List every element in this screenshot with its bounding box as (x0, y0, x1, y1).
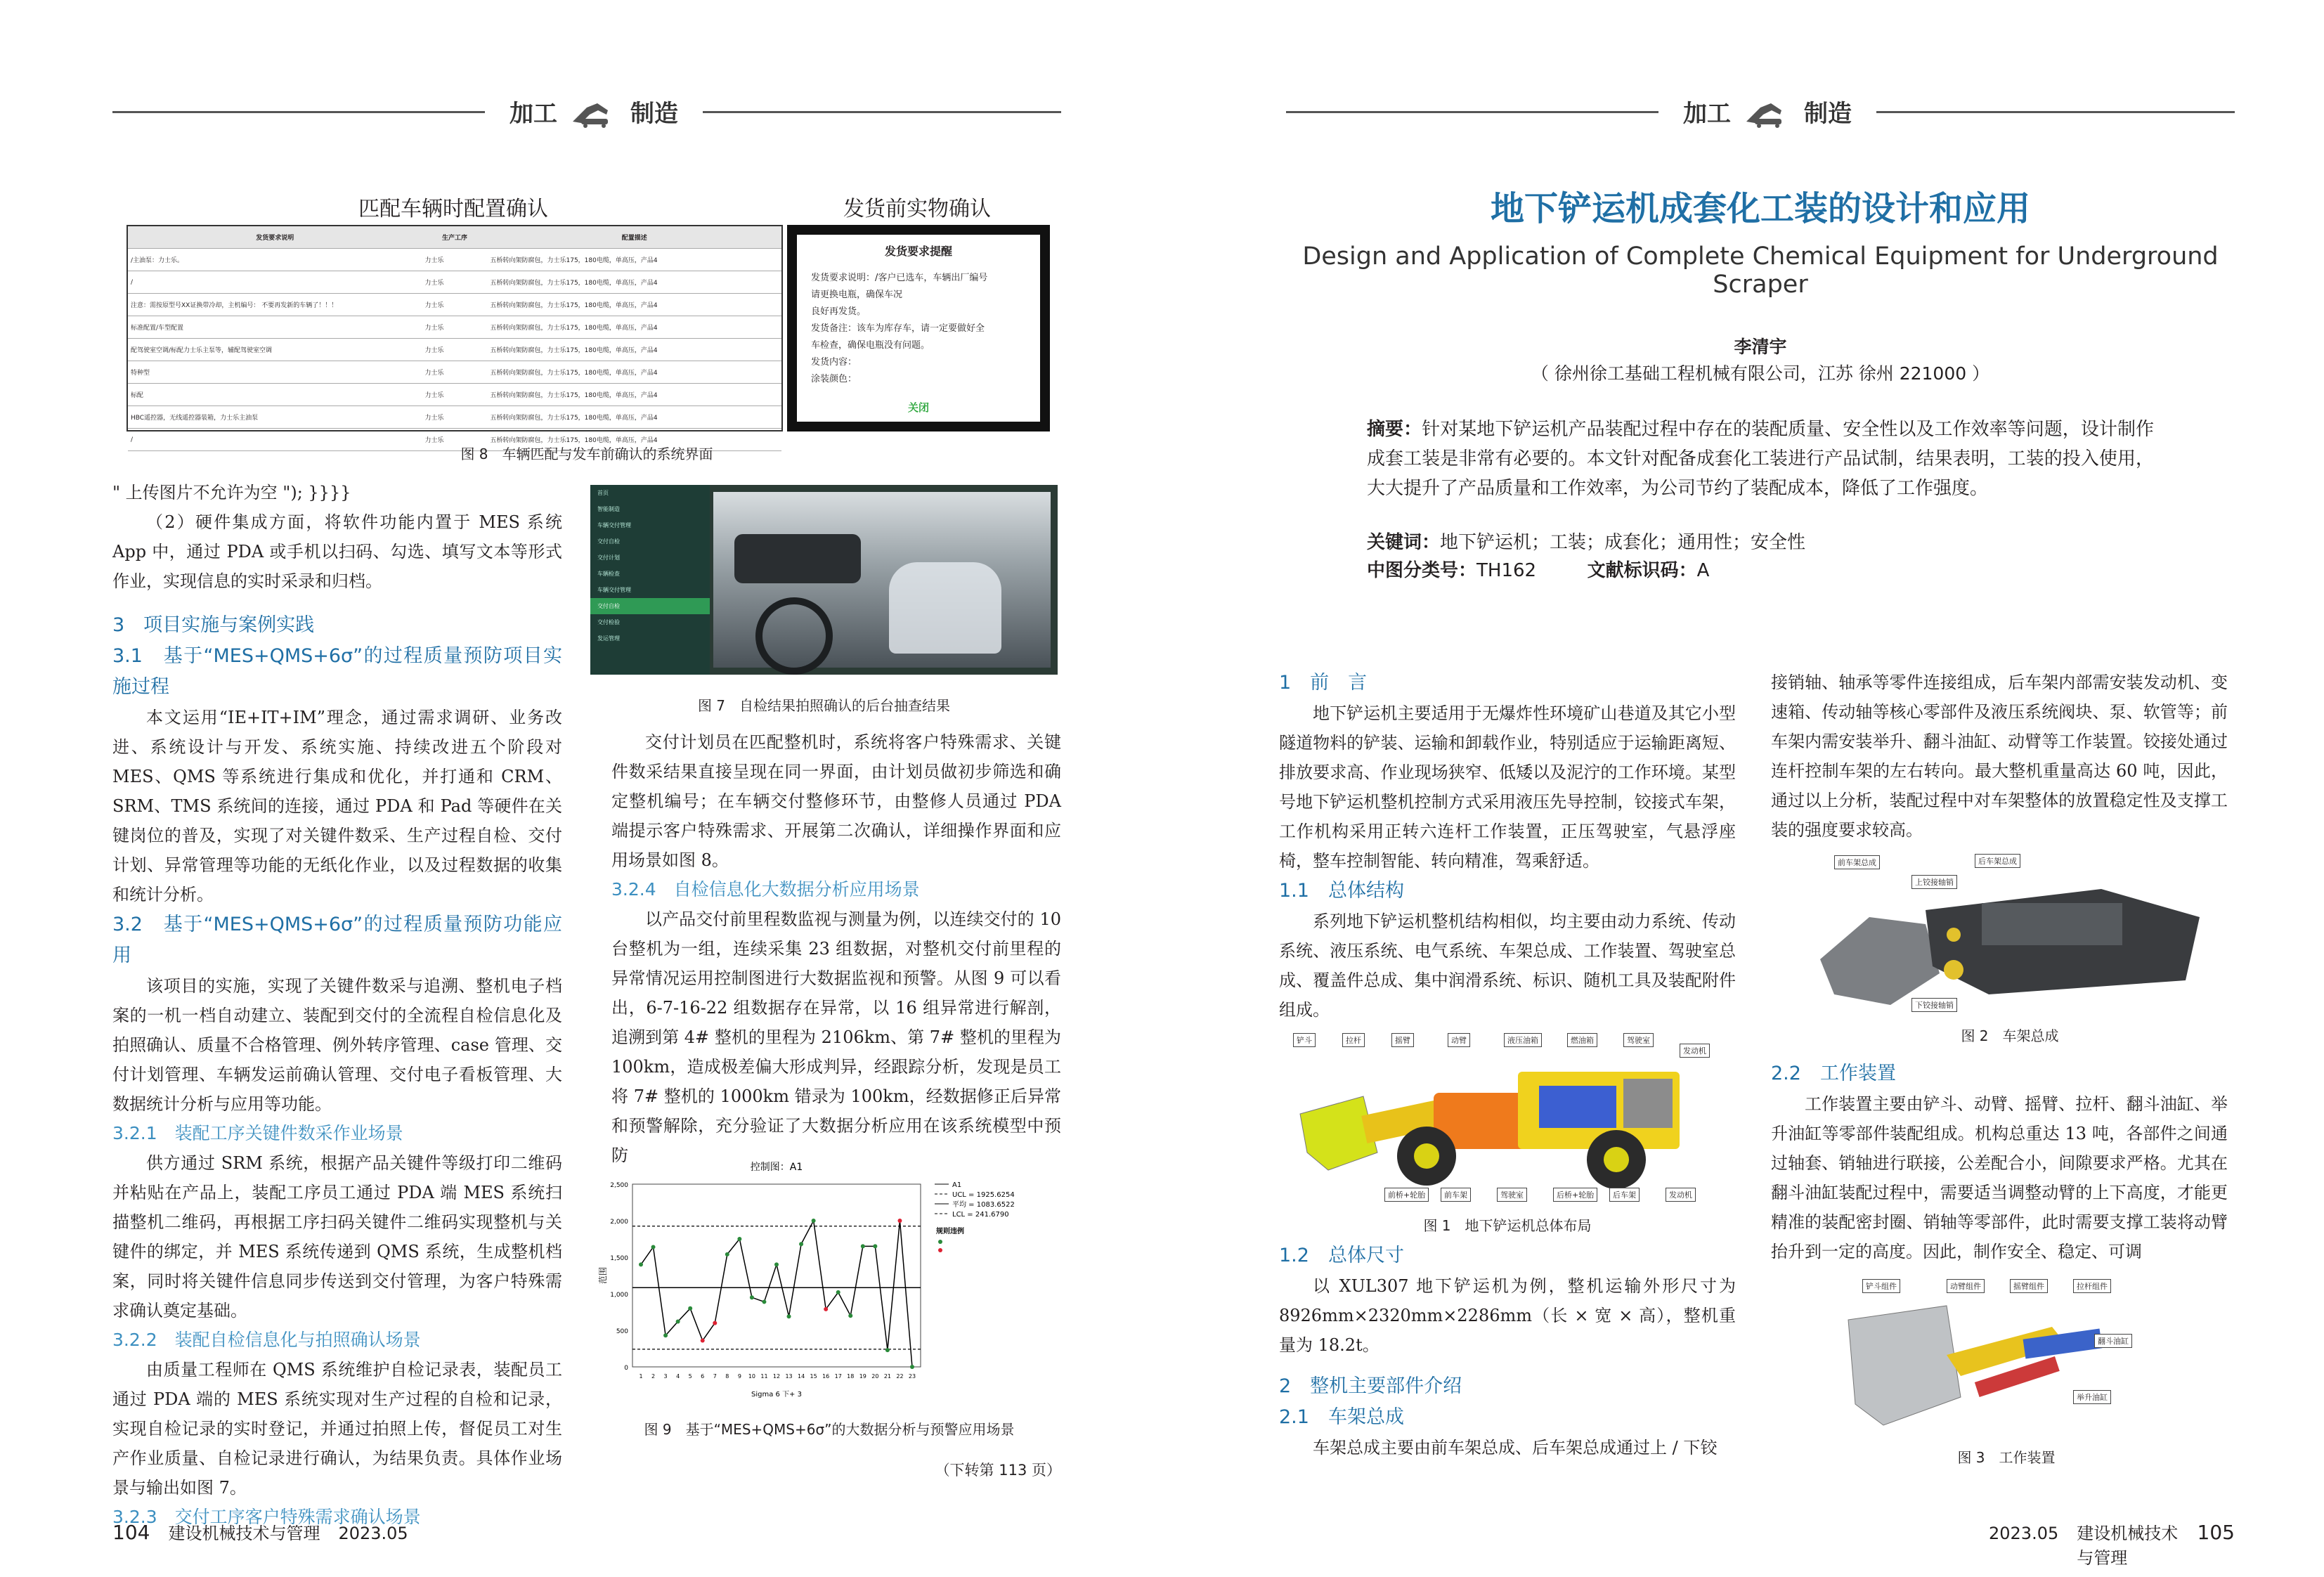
paragraph-hardware: （2）硬件集成方面，将软件功能内置于 MES 系统 App 中，通过 PDA 或手机以扫码、勾选、填写文本等形式作业，实现信息的实时采录和归档。 (112, 512, 562, 591)
paragraph-3-2-2: 由质量工程师在 QMS 系统维护自检记录表，装配员工通过 PDA 端的 MES 系统实现对生产过程的自检和记录，实现自检记录的实时登记，并通过拍照上传，督促员工对生产作业质量、自检记录进行确认，为结果负责。具体作业场景与输出如图 7。 (112, 1360, 562, 1498)
x-tick-label: 21 (883, 1373, 892, 1380)
section-3-1-heading: 3.1 基于“MES+QMS+6σ”的过程质量预防项目实施过程 (112, 645, 562, 698)
dialog-line: 车检查，确保电瓶没有问题。 (811, 340, 930, 351)
data-point (848, 1313, 852, 1318)
x-tick-label: 6 (701, 1373, 705, 1380)
dialog-title: 发货要求提醒 (884, 245, 952, 258)
x-tick-label: 5 (688, 1373, 692, 1380)
data-point (787, 1314, 791, 1318)
legend-entry: A1 (952, 1181, 962, 1189)
table-row (128, 406, 781, 429)
left-header-logo (492, 93, 696, 129)
header-rule-right-b (1876, 111, 2235, 113)
data-point (897, 1219, 902, 1223)
doc-code-value: A (1696, 560, 1710, 581)
fig2-frame-assembly (1806, 854, 2214, 1019)
fig9-control-chart (590, 1156, 1068, 1413)
fig3-label: 翻斗油缸 (2094, 1334, 2132, 1348)
fig1-label: 摇臂 (1391, 1033, 1414, 1047)
section-3-2-4-heading: 3.2.4 自检信息化大数据分析应用场景 (611, 879, 920, 900)
x-tick-label: 17 (834, 1373, 842, 1380)
data-point (861, 1244, 865, 1248)
y-tick-label: 2,500 (610, 1182, 628, 1189)
header-word-1: 加工 (509, 99, 557, 128)
data-point (762, 1299, 766, 1304)
data-point (663, 1333, 668, 1337)
header-rule-right-a (1286, 111, 1658, 113)
rule-legend-marker (938, 1240, 942, 1244)
dialog-line: 请更换电瓶，确保车况 (811, 290, 903, 300)
dialog-close-button[interactable]: 关闭 (907, 401, 929, 414)
fig3-label: 举升油缸 (2073, 1390, 2111, 1404)
right-header-logo (1666, 93, 1869, 129)
page-number: 104 (112, 1521, 150, 1544)
data-point (799, 1242, 803, 1246)
sidebar-menu-item[interactable]: 车辆交付管理 (597, 587, 631, 593)
fig3-label: 铲斗组件 (1862, 1279, 1900, 1293)
x-tick-label: 10 (748, 1373, 756, 1380)
page-number: 105 (2197, 1521, 2235, 1544)
table-cell: 五桥转向架防腐包，力士乐175，180电缆，单高压，产品4 (488, 361, 782, 384)
paragraph-2-1-continued: 接销轴、轴承等零件连接组成，后车架内部需安装发动机、变速箱、传动轴等核心零部件及液压系统阀块、泵、软管等；前车架内需安装举升、翻斗油缸、动臂等工作装置。铰接处通过连杆控制车架的左右转向。最大整机重量高达 60 吨，因此，通过以上分析，装配过程中对车架整体的放置稳定性及支撑工装的强度要求较高。 (1771, 673, 2228, 840)
data-point (639, 1262, 643, 1266)
fig1-label: 驾驶室 (1497, 1188, 1527, 1202)
data-point (688, 1306, 692, 1311)
fig2-label: 上铰接轴销 (1911, 875, 1957, 889)
table-row (128, 316, 781, 339)
fig1-loader-layout (1286, 1030, 1729, 1205)
table-row (128, 271, 781, 294)
author: 李清宇 (1734, 337, 1787, 357)
x-tick-label: 9 (737, 1373, 741, 1380)
chart-title: 控制图：A1 (750, 1162, 803, 1173)
excavator-icon (1739, 93, 1796, 129)
x-tick-label: 3 (663, 1373, 668, 1380)
right-column-2-continued (1771, 1058, 2228, 1266)
y-axis-label: 范围 (598, 1266, 608, 1285)
x-tick-label: 20 (871, 1373, 879, 1380)
abstract-label: 摘要： (1367, 419, 1422, 440)
fig3-label: 动臂组件 (1947, 1279, 1985, 1293)
table-cell: 力士乐 (422, 384, 488, 406)
x-tick-label: 4 (676, 1373, 680, 1380)
data-point (812, 1219, 816, 1223)
table-cell: /主油泵：力士乐。 (128, 249, 422, 271)
table-cell: 五桥转向架防腐包，力士乐175，180电缆，单高压，产品4 (488, 339, 782, 361)
table-cell: 力士乐 (422, 271, 488, 294)
legend-entry: 平均 = 1083.6522 (952, 1201, 1015, 1209)
fig1-label: 前车架 (1441, 1188, 1471, 1202)
fig7-screenshot (590, 485, 1058, 675)
x-tick-label: 11 (760, 1373, 768, 1380)
keywords-block (1367, 528, 2154, 585)
x-tick-label: 12 (772, 1373, 781, 1380)
right-column-1-continued (1279, 1240, 1736, 1462)
x-tick-label: 2 (651, 1373, 656, 1380)
data-point (885, 1348, 890, 1352)
article-title-en: Design and Application of Complete Chemical Equipment for Underground Scraper (1302, 242, 2219, 299)
table-cell: / (128, 429, 422, 451)
paragraph-3-2-4: 以产品交付前里程数监视与测量为例，以连续交付的 10 台整机为一组，连续采集 23 组数据，对整机交付前里程的异常情况运用控制图进行大数据监视和预警。从图 9 可以看出，6-7-16-22 组数据存在异常，以 16 组异常进行解剖，追溯到第 4# 整机的里程为 2106km、第 7# 整机的里程为 100km，造成极差偏大形成判异，经跟踪分析，发现是员工将 7# 整机的 1000km 错录为 100km，经数据修正后异常和预警解除，充分验证了大数据分析应用在该系统模型中预防 (611, 909, 1061, 1165)
header-rule-left-a (112, 111, 485, 113)
paragraph-delivery: 交付计划员在匹配整机时，系统将客户特殊需求、关键件数采结果直接呈现在同一界面，由计划员做初步筛选和确定整机编号；在车辆交付整修环节，由整修人员通过 PDA 端提示客户特殊需求、开展第二次确认，详细操作界面和应用场景如图 8。 (611, 732, 1061, 870)
fig1-label: 后桥+轮胎 (1553, 1188, 1597, 1202)
header-rule-left-b (703, 111, 1061, 113)
data-point (676, 1320, 680, 1324)
code-line: " 上传图片不允许为空 "); }}}} (112, 483, 351, 502)
header-word-1: 加工 (1683, 99, 1731, 128)
x-tick-label: 22 (896, 1373, 904, 1380)
abstract-text: 针对某地下铲运机产品装配过程中存在的装配质量、安全性以及工作效率等问题，设计制作成套工装是非常有必要的。本文针对配备成套化工装进行产品试制，结果表明，工装的投入使用，大大提升了产品质量和工作效率，为公司节约了装配成本，降低了工作强度。 (1367, 419, 2154, 499)
cab-interior-photo (713, 492, 1051, 668)
fig8-panel2-title: 发货前实物确认 (843, 197, 991, 221)
sidebar-menu-item[interactable]: 智能制造 (597, 506, 620, 512)
table-cell: 力士乐 (422, 316, 488, 339)
data-point (713, 1321, 717, 1325)
paragraph-3-2: 该项目的实施，实现了关键件数采与追溯、整机电子档案的一机一档自动建立、装配到交付的全流程自检信息化及拍照确认、质量不合格管理、例外转序管理、case 管理、交付计划管理、车辆发运前确认管理、交付电子看板管理、大数据统计分析与应用等功能。 (112, 976, 562, 1114)
right-footer (1989, 1519, 2235, 1569)
right-column-1 (1279, 668, 1736, 1025)
paragraph-3-2-1: 供方通过 SRM 系统，根据产品关键件等级打印二维码并粘贴在产品上，装配工序员工通过 PDA 端 MES 系统扫描整机二维码，再根据工序扫码关键件二维码实现整机与关键件的绑定，并 MES 系统传递到 QMS 系统，生成整机档案，同时将关键件信息同步传送到交付管理，为客户特殊需求确认奠定基础。 (112, 1153, 562, 1320)
keywords-text: 地下铲运机；工装；成套化；通用性；安全性 (1440, 532, 1806, 553)
loader-illustration (1286, 1030, 1729, 1205)
fig3-working-device (1841, 1278, 2172, 1443)
x-tick-label: 15 (810, 1373, 817, 1380)
dialog-line: 良好再发货。 (811, 306, 866, 317)
affiliation: （ 徐州徐工基础工程机械有限公司，江苏 徐州 221000 ） (1531, 363, 1990, 384)
rule-legend-title: 规则违例 (936, 1228, 964, 1235)
data-point (824, 1307, 828, 1311)
series-line (641, 1221, 912, 1367)
x-tick-label: 16 (822, 1373, 830, 1380)
sidebar-menu-item[interactable]: 首页 (597, 490, 609, 496)
sidebar-menu-item[interactable]: 交付检验 (597, 619, 620, 625)
dialog-body (797, 270, 1040, 388)
x-tick-label: 18 (847, 1373, 855, 1380)
section-2-1-heading: 2.1 车架总成 (1279, 1406, 1404, 1428)
sidebar-menu-item[interactable]: 交付自检 (597, 538, 620, 545)
excavator-icon (566, 93, 622, 129)
fig1-label: 发动机 (1666, 1188, 1696, 1202)
fig9-caption: 图 9 基于“MES+QMS+6σ”的大数据分析与预警应用场景 (644, 1421, 1015, 1438)
clc-value: TH162 (1476, 560, 1537, 581)
y-tick-label: 1,000 (610, 1292, 628, 1299)
x-tick-label: 23 (908, 1373, 916, 1380)
x-tick-label: 8 (725, 1373, 729, 1380)
data-point (651, 1245, 656, 1249)
fig8-dialog-frame (787, 225, 1050, 431)
control-chart-svg (590, 1156, 1068, 1413)
table-row (128, 361, 781, 384)
x-tick-label: 19 (859, 1373, 866, 1380)
fig2-label: 前车架总成 (1834, 855, 1880, 869)
paragraph-1: 地下铲运机主要适用于无爆炸性环境矿山巷道及其它小型隧道物料的铲装、运输和卸载作业，特别适应于运输距离短、排放要求高、作业现场狭窄、低矮以及泥泞的工作环境。某型号地下铲运机整机控制方式采用液压先导控制，铰接式车架，工作机构采用正转六连杆工作装置，正压驾驶室，气悬浮座椅，整车控制智能、转向精准，驾乘舒适。 (1279, 703, 1736, 871)
paragraph-3-1: 本文运用“IE+IT+IM”理念，通过需求调研、业务改进、系统设计与开发、系统实施、持续改进五个阶段对 MES、QMS 等系统进行集成和优化，并打通和 CRM、SRM、TMS 系统间的连接，通过 PDA 和 Pad 等硬件在关键岗位的普及，实现了对关键件数采、生产过程自检、交付计划、异常管理等功能的无纸化作业，以及过程数据的收集和统计分析。 (112, 708, 562, 904)
paragraph-2-1: 车架总成主要由前车架总成、后车架总成通过上 / 下铰 (1313, 1438, 1718, 1458)
data-point (725, 1252, 729, 1257)
fig1-label: 拉杆 (1342, 1033, 1365, 1047)
fig8-panel1-title: 匹配车辆时配置确认 (358, 197, 548, 221)
fig1-label: 液压油箱 (1504, 1033, 1542, 1047)
table-cell: 五桥转向架防腐包，力士乐175，180电缆，单高压，产品4 (488, 384, 782, 406)
left-column-2 (611, 727, 1061, 1170)
fig1-label: 驾驶室 (1623, 1033, 1654, 1047)
table-cell: 力士乐 (422, 294, 488, 316)
table-cell: 标准配置/车型配置 (128, 316, 422, 339)
paragraph-2-2: 工作装置主要由铲斗、动臂、摇臂、拉杆、翻斗油缸、举升油缸等零部件装配组成。机构总重达 13 吨，各部件之间通过轴套、销轴进行联接，公差配合小，间隙要求严格。尤其在翻斗油缸装配过程中，需要适当调整动臂的上下高度，才能更精准的装配密封圈、销轴等零部件，此时需要支撑工装将动臂抬升到一定的高度。因此，制作安全、稳定、可调 (1771, 1094, 2228, 1261)
sidebar-menu-item[interactable]: 发运管理 (597, 635, 620, 642)
left-column-1 (112, 478, 562, 1532)
table-cell: 力士乐 (422, 249, 488, 271)
section-1-2-heading: 1.2 总体尺寸 (1279, 1245, 1404, 1266)
y-tick-label: 500 (616, 1328, 628, 1335)
issue: 2023.05 (338, 1524, 408, 1543)
continued-note: （下转第 113 页） (935, 1462, 1061, 1479)
x-tick-label: 14 (797, 1373, 805, 1380)
table-cell: 五桥转向架防腐包，力士乐175，180电缆，单高压，产品4 (488, 429, 782, 451)
header-word-2: 制造 (630, 99, 678, 128)
section-3-2-3-heading: 3.2.3 交付工序客户特殊需求确认场景 (112, 1507, 421, 1527)
article-title-cn: 地下铲运机成套化工装的设计和应用 (1490, 189, 2030, 228)
fig3-label: 拉杆组件 (2073, 1279, 2111, 1293)
sidebar-menu-item[interactable]: 车辆检查 (597, 571, 620, 577)
section-1-heading: 1 前 言 (1279, 672, 1368, 694)
delivery-reminder-dialog (797, 235, 1040, 422)
table-row (128, 294, 781, 316)
fig2-caption: 图 2 车架总成 (1961, 1027, 2059, 1044)
table-cell: HBC遥控器，无线遥控器装箱，力士乐主油泵 (128, 406, 422, 429)
table-cell: 力士乐 (422, 406, 488, 429)
data-point (836, 1290, 840, 1294)
data-point (774, 1262, 779, 1266)
fig2-label: 下铰接轴销 (1911, 998, 1957, 1012)
paragraph-1-2: 以 XUL307 地下铲运机为例，整机运输外形尺寸为 8926mm×2320mm×2286mm（长 × 宽 × 高），整机重量为 18.2t。 (1279, 1276, 1736, 1355)
data-point (910, 1365, 914, 1369)
sidebar-menu-item[interactable]: 车辆交付管理 (597, 522, 631, 528)
fig3-caption: 图 3 工作装置 (1957, 1449, 2056, 1466)
data-point (737, 1237, 741, 1241)
fig1-label: 动臂 (1448, 1033, 1470, 1047)
sidebar-menu-item[interactable]: 交付自检 (590, 598, 710, 614)
fig1-caption: 图 1 地下铲运机总体布局 (1423, 1217, 1592, 1234)
table-cell: 特种型 (128, 361, 422, 384)
journal-name: 建设机械技术与管理 (2077, 1524, 2179, 1568)
x-tick-label: 1 (639, 1373, 643, 1380)
plot-frame (632, 1184, 921, 1367)
sidebar-menu-item[interactable]: 交付计划 (597, 554, 620, 561)
fig8-caption: 图 8 车辆匹配与发车前确认的系统界面 (460, 446, 713, 462)
dialog-line: 发货要求说明：/客户已选车，车辆出厂编号 (811, 273, 988, 283)
table-cell: 五桥转向架防腐包，力士乐175，180电缆，单高压，产品4 (488, 249, 782, 271)
app-sidebar-menu (590, 485, 710, 675)
clc-label: 中图分类号： (1367, 560, 1477, 581)
fig1-label: 发动机 (1680, 1044, 1710, 1058)
journal-name: 建设机械技术与管理 (168, 1524, 320, 1543)
abstract-block (1367, 415, 2154, 503)
section-3-heading: 3 项目实施与案例实践 (112, 614, 315, 636)
table-cell: / (128, 271, 422, 294)
fig8-config-table (126, 225, 783, 444)
doc-code-label: 文献标识码： (1587, 560, 1697, 581)
section-2-2-heading: 2.2 工作装置 (1771, 1063, 1896, 1084)
table-header: 生产工序 (422, 226, 488, 249)
frame-illustration (1806, 854, 2214, 1019)
fig7-caption: 图 7 自检结果拍照确认的后台抽查结果 (697, 697, 951, 714)
table-cell: 注意：需按原型号XX证换带冷却，主机编号： 不要再发新的车辆了！！！ (128, 294, 422, 316)
table-cell: 配驾驶室空调/标配力士乐主泵等，辅配驾驶室空调 (128, 339, 422, 361)
fig3-label: 摇臂组件 (2010, 1279, 2048, 1293)
table-row (128, 384, 781, 406)
section-1-1-heading: 1.1 总体结构 (1279, 880, 1404, 902)
table-cell: 五桥转向架防腐包，力士乐175，180电缆，单高压，产品4 (488, 271, 782, 294)
data-point (873, 1244, 877, 1248)
legend-entry: LCL = 241.6790 (952, 1211, 1009, 1219)
y-tick-label: 0 (624, 1365, 628, 1372)
section-2-heading: 2 整机主要部件介绍 (1279, 1375, 1462, 1397)
rule-legend-marker (938, 1248, 942, 1252)
fig1-label: 前桥+轮胎 (1384, 1188, 1429, 1202)
right-column-2 (1771, 668, 2228, 845)
table-cell: 力士乐 (422, 361, 488, 384)
y-tick-label: 2,000 (610, 1219, 628, 1226)
data-point (701, 1339, 705, 1343)
data-point (750, 1295, 754, 1299)
fig2-label: 后车架总成 (1975, 854, 2020, 868)
section-3-2-1-heading: 3.2.1 装配工序关键件数采作业场景 (112, 1123, 403, 1143)
table-cell: 五桥转向架防腐包，力士乐175，180电缆，单高压，产品4 (488, 406, 782, 429)
left-footer (112, 1519, 408, 1544)
keywords-label: 关键词： (1367, 532, 1441, 553)
config-table (128, 226, 781, 451)
issue: 2023.05 (1989, 1524, 2059, 1543)
table-header: 配置描述 (488, 226, 782, 249)
table-row (128, 249, 781, 271)
x-axis-label: Sigma 6 下+ 3 (751, 1391, 802, 1398)
fig1-label: 后车架 (1609, 1188, 1640, 1202)
table-cell: 标配 (128, 384, 422, 406)
fig1-label: 燃油箱 (1567, 1033, 1597, 1047)
y-tick-label: 1,500 (610, 1255, 628, 1262)
table-cell: 五桥转向架防腐包，力士乐175，180电缆，单高压，产品4 (488, 294, 782, 316)
table-row (128, 339, 781, 361)
header-word-2: 制造 (1804, 99, 1852, 128)
table-cell: 力士乐 (422, 339, 488, 361)
table-header: 发货要求说明 (128, 226, 422, 249)
table-cell: 五桥转向架防腐包，力士乐175，180电缆，单高压，产品4 (488, 316, 782, 339)
fig1-label: 铲斗 (1293, 1033, 1316, 1047)
section-3-2-heading: 3.2 基于“MES+QMS+6σ”的过程质量预防功能应用 (112, 914, 562, 966)
x-tick-label: 7 (713, 1373, 717, 1380)
dialog-line: 发货备注：该车为库存车，请一定要做好全 (811, 323, 985, 334)
x-tick-label: 13 (785, 1373, 793, 1380)
section-3-2-2-heading: 3.2.2 装配自检信息化与拍照确认场景 (112, 1330, 421, 1350)
legend-entry: UCL = 1925.6254 (952, 1191, 1015, 1199)
paragraph-1-1: 系列地下铲运机整机结构相似，均主要由动力系统、传动系统、液压系统、电气系统、车架总成、工作装置、驾驶室总成、覆盖件总成、集中润滑系统、标识、随机工具及装配附件组成。 (1279, 911, 1736, 1020)
dialog-line: 发货内容： (811, 357, 857, 368)
working-device-illustration (1841, 1278, 2172, 1443)
dialog-line: 涂装颜色： (811, 374, 857, 384)
table-cell: 力士乐 (422, 429, 488, 451)
